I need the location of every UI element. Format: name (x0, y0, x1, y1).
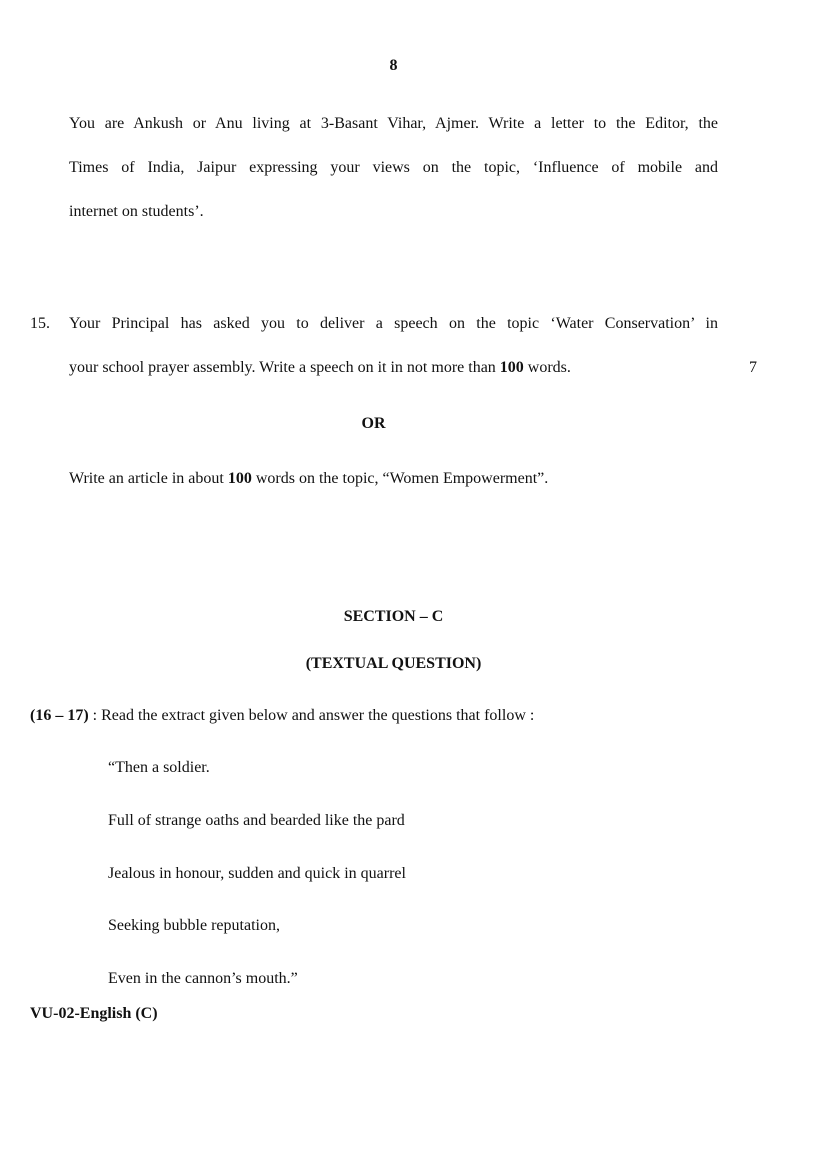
poem-line-5: Even in the cannon’s mouth.” (108, 970, 298, 987)
q15-line-2-end: words. (523, 359, 571, 376)
q15-alt-text-end: words on the topic, “Women Empowerment”. (251, 470, 549, 487)
q15-line-2-text: your school prayer assembly. Write a speech on it in not more than (69, 359, 500, 376)
q15-line-1: Your Principal has asked you to deliver a speech on the topic ‘Water Conservation’ in (69, 315, 718, 332)
q14-alt-line-2: Times of India, Jaipur expressing your views on the topic, ‘Influence of mobile and (69, 159, 718, 176)
extract-question-range: (16 – 17) (30, 707, 89, 724)
poem-line-3: Jealous in honour, sudden and quick in quarrel (108, 865, 406, 882)
q15-line-2 (69, 359, 718, 377)
poem-line-2: Full of strange oaths and bearded like the pard (108, 812, 405, 829)
extract-instruction-text: : Read the extract given below and answer the questions that follow : (88, 707, 535, 724)
extract-instruction (30, 707, 534, 725)
question-number-15: 15. (30, 315, 50, 332)
q15-word-limit: 100 (499, 359, 524, 376)
poem-line-4: Seeking bubble reputation, (108, 917, 280, 934)
section-title: SECTION – C (343, 608, 444, 625)
q14-alt-line-1: You are Ankush or Anu living at 3-Basant Vihar, Ajmer. Write a letter to the Editor, the (69, 115, 718, 132)
q15-marks: 7 (749, 359, 757, 376)
section-subtitle: (TEXTUAL QUESTION) (305, 655, 482, 672)
q14-alt-line-3: internet on students’. (69, 203, 204, 220)
page-number: 8 (389, 57, 398, 74)
poem-line-1: “Then a soldier. (108, 759, 210, 776)
q15-alt-text: Write an article in about (69, 470, 228, 487)
q15-alt-line (69, 470, 718, 488)
or-label: OR (361, 415, 386, 432)
paper-code-footer: VU-02-English (C) (30, 1005, 158, 1022)
q15-alt-word-limit: 100 (227, 470, 252, 487)
